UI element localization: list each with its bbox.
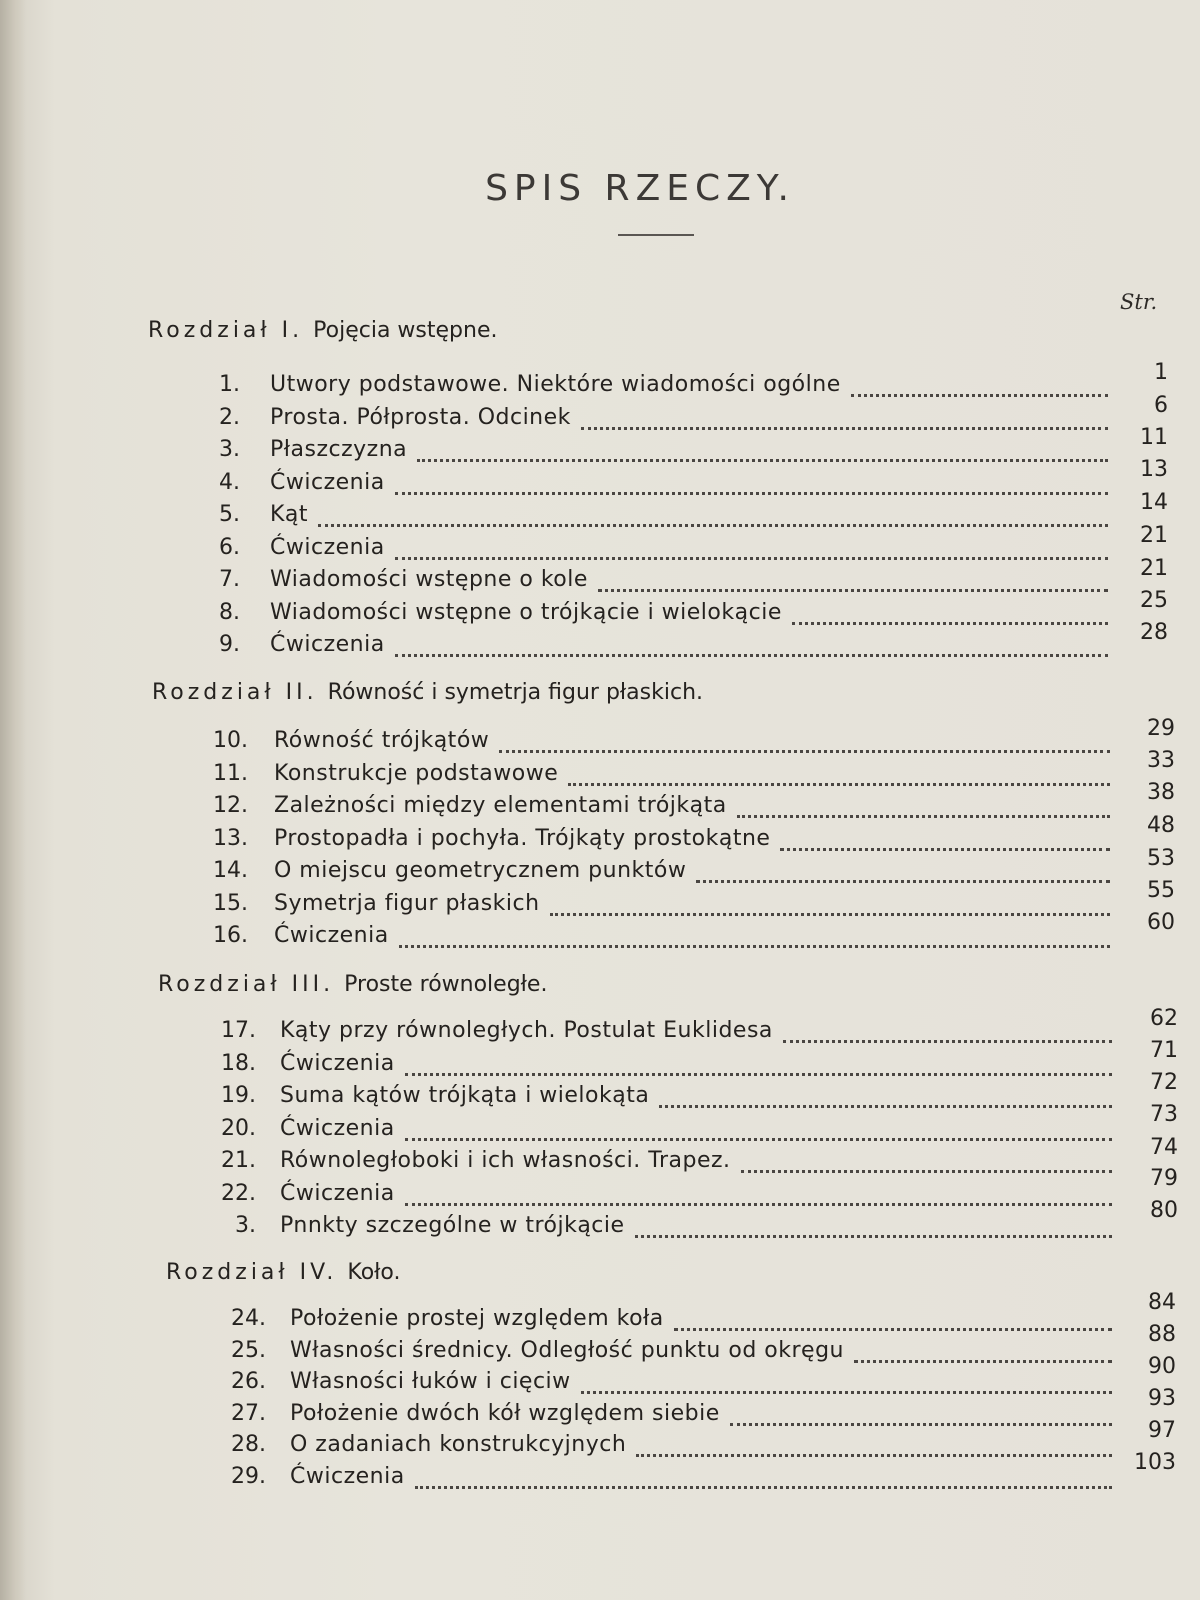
dot-leader	[581, 1363, 1112, 1394]
entry-title: Równoległoboki i ich własności. Trapez.	[280, 1148, 731, 1173]
entry-number: 10.	[213, 728, 248, 753]
entry-number: 1.	[219, 372, 240, 397]
entry-title: Ćwiczenia	[270, 632, 385, 657]
title-divider	[618, 234, 694, 236]
entry-number: 19.	[221, 1083, 256, 1108]
entry-number: 2.	[219, 404, 240, 430]
toc-entry	[196, 923, 1110, 955]
entry-number: 11.	[213, 760, 248, 786]
entry-page-number: 62	[1150, 1006, 1178, 1031]
entry-number: 29.	[231, 1463, 266, 1489]
entry-title: Kąty przy równoległych. Postulat Euklidesa	[280, 1018, 773, 1043]
chapter-title: Równość i symetrja figur płaskich.	[327, 680, 704, 705]
entry-page-number: 48	[1147, 813, 1175, 838]
page-column-header: Str.	[1120, 290, 1158, 314]
entry-title: Płaszczyzna	[270, 437, 408, 462]
dot-leader	[636, 1426, 1112, 1457]
entry-page-number: 38	[1147, 780, 1175, 805]
entry-page-number: 74	[1150, 1135, 1178, 1160]
entry-number: 6.	[219, 534, 240, 560]
page-title: SPIS RZECZY.	[485, 168, 795, 209]
entry-title: O zadaniach konstrukcyjnych	[290, 1432, 627, 1457]
entry-title: Prosta. Półprosta. Odcinek	[270, 404, 571, 430]
entry-number: 26.	[231, 1369, 266, 1394]
entry-number: 4.	[219, 469, 240, 495]
dot-leader	[792, 594, 1108, 625]
entry-number: 22.	[221, 1180, 256, 1206]
entry-page-number: 71	[1150, 1038, 1178, 1063]
dot-leader	[399, 917, 1110, 948]
entry-number: 7.	[219, 567, 240, 592]
chapter-label: Rozdział III.	[158, 972, 335, 997]
dot-leader	[499, 722, 1110, 753]
chapter-heading	[148, 318, 497, 343]
entry-page-number: 33	[1147, 748, 1175, 773]
entry-page-number: 1	[1154, 360, 1168, 385]
entry-page-number: 84	[1148, 1290, 1176, 1315]
entry-page-number: 103	[1134, 1450, 1176, 1475]
entry-title: Konstrukcje podstawowe	[274, 760, 559, 786]
entry-title: Własności średnicy. Odległość punktu od okręgu	[290, 1337, 844, 1363]
entry-title: Równość trójkątów	[274, 728, 490, 753]
entry-page-number: 28	[1140, 620, 1168, 645]
entry-number: 21.	[221, 1148, 256, 1173]
dot-leader	[659, 1077, 1112, 1108]
toc-entry	[214, 1464, 1112, 1496]
toc-entry	[204, 1213, 1112, 1245]
chapter-title: Proste równoległe.	[344, 972, 548, 997]
dot-leader	[696, 852, 1110, 883]
entry-number: 12.	[213, 793, 248, 818]
dot-leader	[635, 1207, 1112, 1238]
chapter-label: Rozdział IV.	[166, 1260, 338, 1285]
entry-title: Prostopadła i pochyła. Trójkąty prostokątne	[274, 825, 771, 851]
entry-page-number: 21	[1140, 556, 1168, 581]
dot-leader	[568, 755, 1110, 786]
entry-page-number: 25	[1140, 588, 1168, 613]
entry-number: 24.	[231, 1306, 266, 1331]
chapter-label: Rozdział I.	[148, 318, 304, 343]
entry-number: 17.	[221, 1018, 256, 1043]
dot-leader	[395, 626, 1108, 657]
entry-number: 20.	[221, 1115, 256, 1141]
dot-leader	[737, 787, 1110, 818]
dot-leader	[730, 1395, 1112, 1426]
chapter-heading	[158, 972, 547, 997]
entry-title: Wiadomości wstępne o kole	[270, 567, 588, 592]
entry-number: 14.	[213, 858, 248, 883]
entry-number: 8.	[219, 599, 240, 625]
entry-title: Kąt	[270, 502, 309, 527]
entry-page-number: 73	[1150, 1102, 1178, 1127]
entry-number: 27.	[231, 1400, 266, 1426]
entry-title: Ćwiczenia	[274, 923, 389, 948]
entry-number: 15.	[213, 890, 248, 916]
entry-number: 18.	[221, 1050, 256, 1076]
entry-number: 9.	[219, 632, 240, 657]
entry-title: Wiadomości wstępne o trójkącie i wielokącie	[270, 599, 782, 625]
dot-leader	[395, 529, 1108, 560]
entry-page-number: 13	[1140, 457, 1168, 482]
entry-page-number: 60	[1147, 910, 1175, 935]
entry-page-number: 97	[1148, 1418, 1176, 1443]
entry-title: Ćwiczenia	[270, 534, 385, 560]
entry-number: 25.	[231, 1337, 266, 1363]
entry-page-number: 90	[1148, 1354, 1176, 1379]
entry-page-number: 79	[1150, 1166, 1178, 1191]
entry-page-number: 72	[1150, 1070, 1178, 1095]
dot-leader	[395, 464, 1108, 495]
dot-leader	[783, 1012, 1112, 1043]
dot-leader	[417, 431, 1108, 462]
chapter-heading	[166, 1260, 400, 1285]
dot-leader	[851, 366, 1108, 397]
entry-title: Ćwiczenia	[270, 469, 385, 495]
entry-number: 13.	[213, 825, 248, 851]
entry-number: 5.	[219, 502, 240, 527]
entry-title: Ćwiczenia	[290, 1463, 405, 1489]
entry-page-number: 55	[1147, 878, 1175, 903]
dot-leader	[581, 399, 1108, 430]
spine-shadow	[0, 0, 26, 1600]
dot-leader	[598, 561, 1108, 592]
entry-title: Ćwiczenia	[280, 1050, 395, 1076]
dot-leader	[405, 1110, 1112, 1141]
entry-page-number: 53	[1147, 846, 1175, 871]
entry-title: Położenie dwóch kół względem siebie	[290, 1400, 720, 1426]
entry-page-number: 88	[1148, 1322, 1176, 1347]
chapter-title: Pojęcia wstępne.	[313, 318, 498, 343]
entry-title: Suma kątów trójkąta i wielokąta	[280, 1083, 650, 1108]
entry-page-number: 93	[1148, 1386, 1176, 1411]
entry-title: Symetrja figur płaskich	[274, 890, 540, 916]
entry-page-number: 6	[1154, 393, 1168, 418]
entry-title: Utwory podstawowe. Niektóre wiadomości ogólne	[270, 372, 841, 397]
entry-number: 3.	[219, 437, 240, 462]
entry-page-number: 80	[1150, 1198, 1178, 1223]
entry-number: 3.	[235, 1213, 256, 1238]
entry-page-number: 29	[1147, 716, 1175, 741]
dot-leader	[405, 1175, 1112, 1206]
entry-title: Położenie prostej względem koła	[290, 1306, 664, 1331]
entry-page-number: 21	[1140, 523, 1168, 548]
entry-title: Zależności między elementami trójkąta	[274, 793, 727, 818]
entry-title: Pnnkty szczególne w trójkącie	[280, 1213, 625, 1238]
dot-leader	[741, 1142, 1112, 1173]
entry-number: 16.	[213, 923, 248, 948]
chapter-label: Rozdział II.	[152, 680, 318, 705]
entry-number: 28.	[231, 1432, 266, 1457]
toc-entry	[188, 632, 1108, 664]
entry-title: O miejscu geometrycznem punktów	[274, 858, 687, 883]
chapter-title: Koło.	[347, 1260, 401, 1285]
entry-title: Własności łuków i cięciw	[290, 1369, 571, 1394]
chapter-heading	[152, 680, 703, 705]
entry-page-number: 14	[1140, 490, 1168, 515]
dot-leader	[415, 1458, 1112, 1489]
entry-title: Ćwiczenia	[280, 1180, 395, 1206]
dot-leader	[674, 1300, 1112, 1331]
entry-title: Ćwiczenia	[280, 1115, 395, 1141]
entry-page-number: 11	[1140, 425, 1168, 450]
dot-leader	[550, 885, 1110, 916]
dot-leader	[780, 820, 1110, 851]
dot-leader	[405, 1045, 1112, 1076]
dot-leader	[318, 496, 1108, 527]
dot-leader	[854, 1332, 1112, 1363]
